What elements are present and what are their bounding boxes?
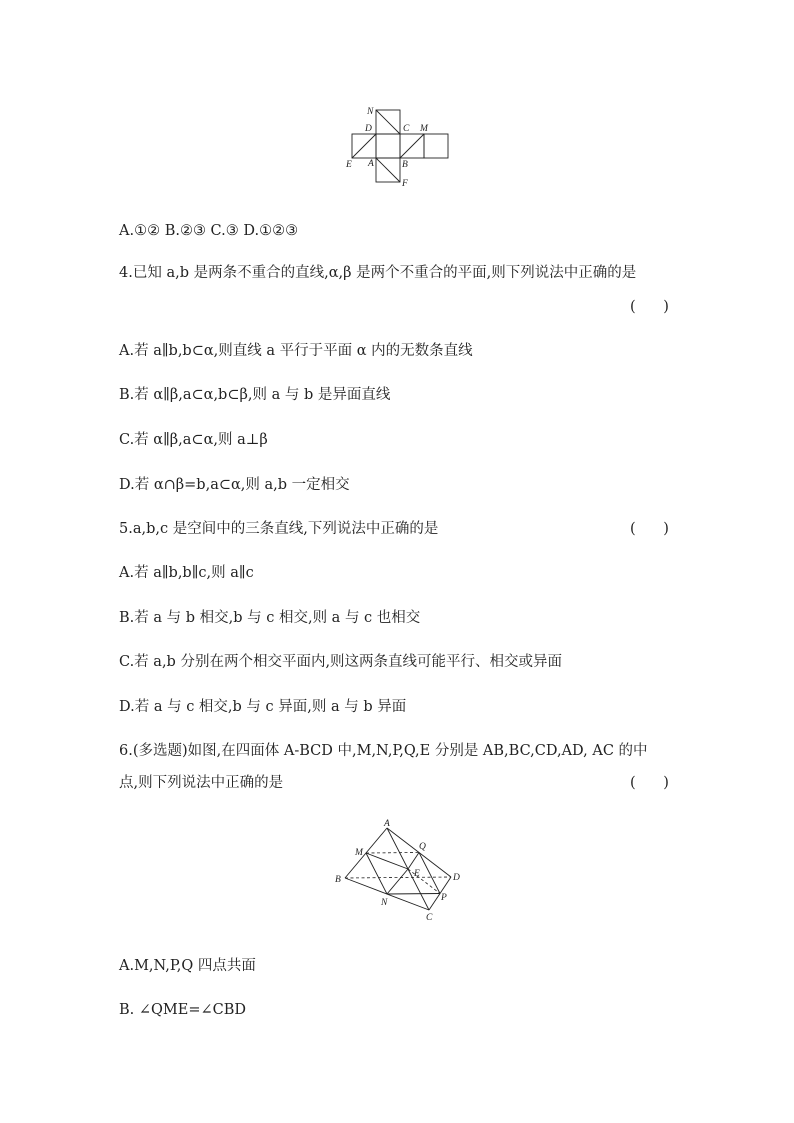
q4-option-d: D.若 α∩β=b,a⊂α,则 a,b 一定相交 [119,477,350,493]
net-face-center [376,134,400,158]
q4-stem: 4.已知 a,b 是两条不重合的直线,α,β 是两个不重合的平面,则下列说法中正确的是 [119,265,637,281]
diagonal-ED [352,134,376,158]
hidden-edge-BD [345,877,451,878]
segment-ME [366,853,408,869]
q5-option-d: D.若 a 与 c 相交,b 与 c 异面,则 a 与 b 异面 [119,699,407,715]
label-A: A [384,819,390,829]
q6-option-b: B. ∠QME=∠CBD [119,1002,247,1018]
label-F: F [402,179,408,189]
label-C: C [426,913,433,923]
label-D: D [453,873,460,883]
diagonal-BM [400,134,424,158]
label-D: D [365,124,372,134]
q4-option-a: A.若 a∥b,b⊂α,则直线 a 平行于平面 α 内的无数条直线 [119,343,473,359]
label-N: N [381,898,388,908]
q6-stem-line2: 点,则下列说法中正确的是 [119,775,284,791]
q5-option-a: A.若 a∥b,b∥c,则 a∥c [119,565,254,581]
diagonal-NC [376,110,400,134]
label-M: M [420,124,428,134]
q6-stem-line1: 6.(多选题)如图,在四面体 A-BCD 中,M,N,P,Q,E 分别是 AB,BC,CD,AD, AC 的中 [119,743,648,759]
label-N: N [367,107,374,117]
q3-options: A.①② B.②③ C.③ D.①②③ [119,223,299,239]
q6-option-a: A.M,N,P,Q 四点共面 [119,958,256,974]
q5-answer-paren: ( ) [630,521,669,537]
q5-stem: 5.a,b,c 是空间中的三条直线,下列说法中正确的是 [119,521,439,537]
q4-option-c: C.若 α∥β,a⊂α,则 a⊥β [119,432,268,448]
segment-NE [387,869,408,894]
segment-NP [387,894,440,895]
cube-net-figure [340,100,460,192]
diagonal-AF [376,158,400,182]
segment-QP [419,853,440,894]
label-Q: Q [419,842,426,852]
segment-MN [366,853,387,894]
q4-option-b: B.若 α∥β,a⊂α,b⊂β,则 a 与 b 是异面直线 [119,387,391,403]
label-A: A [368,159,374,169]
q5-option-c: C.若 a,b 分别在两个相交平面内,则这两条直线可能平行、相交或异面 [119,654,563,670]
hidden-segment-MQ [366,853,419,854]
q4-answer-paren: ( ) [630,299,669,315]
label-E: E [346,160,352,170]
q6-answer-paren: ( ) [630,775,669,791]
label-P: P [441,893,447,903]
label-E: E [414,869,420,879]
label-M: M [355,848,363,858]
hidden-segment-EP [408,869,440,894]
label-B: B [335,875,341,885]
q5-option-b: B.若 a 与 b 相交,b 与 c 相交,则 a 与 c 也相交 [119,610,421,626]
tetrahedron-figure [330,818,470,926]
net-face-far-right [424,134,448,158]
label-C: C [403,124,410,134]
segment-QE [408,853,419,870]
label-B: B [402,160,408,170]
